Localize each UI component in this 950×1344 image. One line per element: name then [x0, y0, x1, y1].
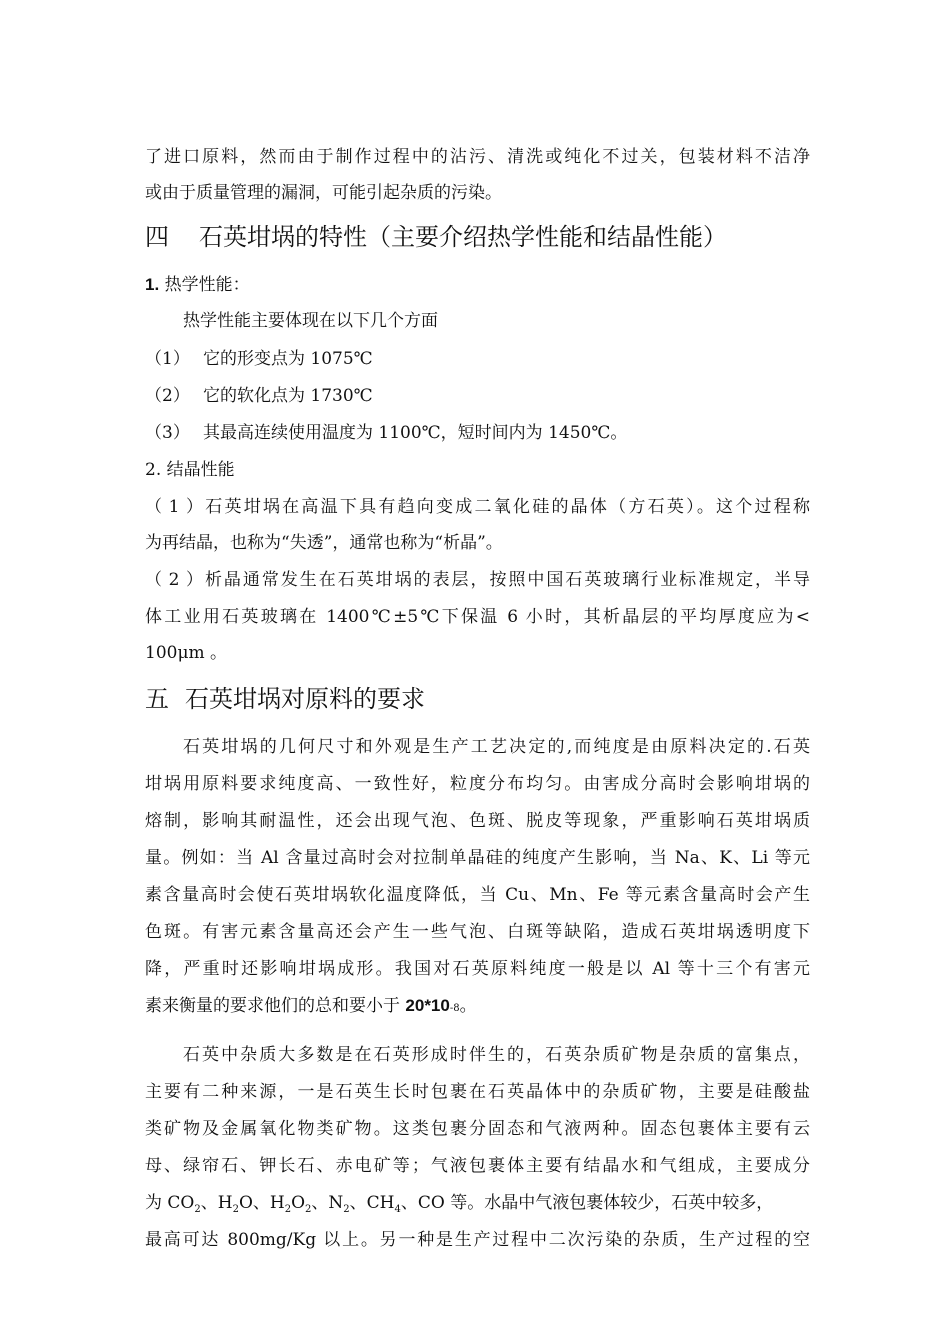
- chem-sub-3: 2: [284, 1204, 292, 1215]
- sub1-item-1-tag: （1）: [145, 349, 190, 369]
- sub2-item-2-line-3: 100μm 。: [145, 643, 228, 663]
- para1-line-3: 熔制，影响其耐温性，还会出现气泡、色斑、脱皮等现象，严重影响石英坩埚质: [145, 811, 810, 831]
- chem-sub-5: 2: [343, 1204, 350, 1215]
- section-5-number: 五: [145, 685, 169, 713]
- para1-line-4: 量。例如：当 Al 含量过高时会对拉制单晶硅的纯度产生影响，当 Na、K、Li 等元: [145, 848, 810, 868]
- chem-t1: 、H: [200, 1193, 233, 1213]
- sub2-item-2-tag: （2）: [145, 570, 203, 590]
- section-4-heading: [145, 222, 727, 252]
- para1-line-2: 坩埚用原料要求纯度高、一致性好，粒度分布均匀。由害成分高时会影响坩埚的: [145, 774, 810, 794]
- chem-t6: 、CO 等。水晶中气液包裹体较少，石英中较多，: [400, 1193, 774, 1213]
- para1-line-8-text: 素来衡量的要求他们的总和要小于: [145, 996, 406, 1016]
- para1-line-5: 素含量高时会使石英坩埚软化温度降低，当 Cu、Mn、Fe 等元素含量高时会产生: [145, 885, 810, 905]
- sub1-item-3-tag: （3）: [145, 423, 190, 443]
- sub1-item-3-text: 其最高连续使用温度为 1100℃，短时间内为 1450℃。: [203, 423, 628, 443]
- chem-sub-4: 2: [305, 1204, 312, 1215]
- para1-formula: 20*10: [405, 996, 450, 1015]
- chem-sub-2: 2: [232, 1204, 239, 1215]
- section-5-heading: [145, 684, 425, 714]
- sub1-lead: 热学性能主要体现在以下几个方面: [183, 311, 438, 331]
- sub1-heading: [145, 275, 810, 295]
- sub1-title: 热学性能：: [164, 275, 250, 295]
- sub2-item-1-text-1: 石英坩埚在高温下具有趋向变成二氧化硅的晶体（方石英）。这个过程称: [203, 497, 810, 517]
- sub1-item-3: [145, 423, 810, 443]
- intro-line-2: 或由于质量管理的漏洞，可能引起杂质的污染。: [145, 183, 502, 203]
- para1-line-1: 石英坩埚的几何尺寸和外观是生产工艺决定的,而纯度是由原料决定的.石英: [183, 737, 810, 757]
- chem-sub-6: 4: [394, 1204, 401, 1215]
- sub1-number: 1.: [145, 275, 160, 294]
- section-4-number: 四: [145, 223, 169, 251]
- para2-line-2: 主要有二种来源，一是石英生长时包裹在石英晶体中的杂质矿物，主要是硅酸盐: [145, 1082, 810, 1102]
- para2-line-5: [145, 1193, 810, 1220]
- sub1-item-2-text: 它的软化点为 1730℃: [203, 386, 373, 406]
- section-4-title: 石英坩埚的特性（主要介绍热学性能和结晶性能）: [199, 223, 727, 251]
- sub2-item-1-line-1: [145, 497, 810, 517]
- sub1-item-1-text: 它的形变点为 1075℃: [203, 349, 373, 369]
- sub2-item-2-line-2: 体工业用石英玻璃在 1400℃±5℃下保温 6 小时，其析晶层的平均厚度应为<: [145, 607, 810, 627]
- sub2-item-1-line-2: 为再结晶，也称为“失透”，通常也称为“析晶”。: [145, 533, 503, 553]
- chem-t2: O、H: [238, 1193, 285, 1213]
- chem-t5: 、CH: [349, 1193, 395, 1213]
- sub2-item-1-tag: （1）: [145, 497, 203, 517]
- para2-line-3: 类矿物及金属氧化物类矿物。这类包裹分固态和气液两种。固态包裹体主要有云: [145, 1119, 810, 1139]
- para1-line-8: [145, 996, 810, 1019]
- sub2-heading: 2. 结晶性能: [145, 460, 235, 480]
- chem-t3: O: [291, 1193, 306, 1213]
- para1-line-7: 降，严重时还影响坩埚成形。我国对石英原料纯度一般是以 Al 等十三个有害元: [145, 959, 810, 979]
- chem-lead: 为 CO: [145, 1193, 195, 1213]
- section-5-title: 石英坩埚对原料的要求: [185, 685, 425, 713]
- chem-sub-1: 2: [194, 1204, 201, 1215]
- para2-line-6: 最高可达 800mg/Kg 以上。另一种是生产过程中二次污染的杂质，生产过程的空: [145, 1230, 810, 1250]
- intro-line-1: 了进口原料，然而由于制作过程中的沾污、清洗或纯化不过关，包装材料不洁净: [145, 147, 810, 167]
- chem-t4: 、N: [311, 1193, 344, 1213]
- para2-line-4: 母、绿帘石、钾长石、赤电矿等；气液包裹体主要有结晶水和气组成，主要成分: [145, 1156, 810, 1176]
- sub2-item-2-line-1: [145, 570, 810, 590]
- para1-line-8-end: 。: [459, 996, 477, 1016]
- para1-line-6: 色斑。有害元素含量高还会产生一些气泡、白斑等缺陷，造成石英坩埚透明度下: [145, 922, 810, 942]
- sub2-item-2-text-1: 析晶通常发生在石英坩埚的表层，按照中国石英玻璃行业标准规定，半导: [203, 570, 810, 590]
- sub1-item-2: [145, 386, 810, 406]
- sub1-item-2-tag: （2）: [145, 386, 190, 406]
- para1-formula-exponent: -8: [449, 1003, 460, 1014]
- para2-line-1: 石英中杂质大多数是在石英形成时伴生的，石英杂质矿物是杂质的富集点，: [183, 1045, 810, 1065]
- sub1-item-1: [145, 349, 810, 369]
